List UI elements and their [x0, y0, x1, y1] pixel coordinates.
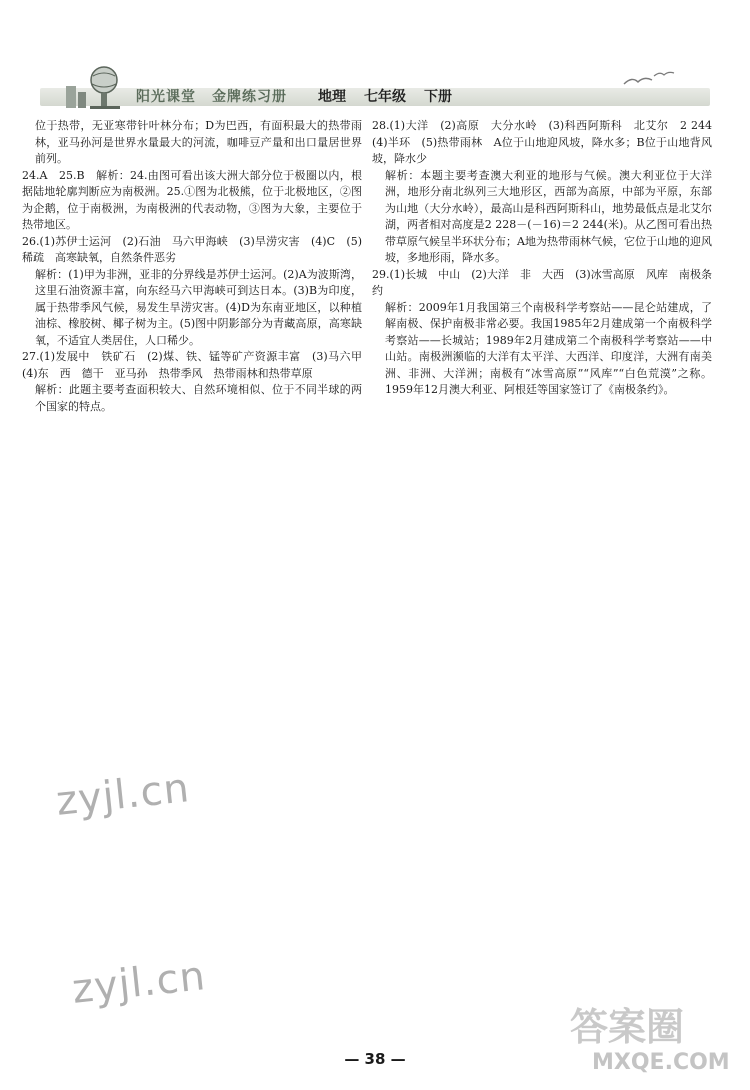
- stamp-domain: MXQE.COM: [592, 1050, 730, 1075]
- watermark-zyjl-2: zyjl.cn: [69, 953, 208, 1013]
- answer-paragraph: 解析：(1)甲为非洲，亚非的分界线是苏伊士运河。(2)A为波斯湾，这里石油资源丰富，向东经马六甲海峡可到达日本。(3)B为印度，属于热带季风气候，易发生旱涝灾害。(4)D为东南亚地区，以种植油棕、橡胶树、椰子树为主。(5)图中阴影部分为青藏高原，高寒缺氧，不适宜人类居住，人口稀少。: [35, 267, 362, 347]
- answer-paragraph: 解析：本题主要考查澳大利亚的地形与气候。澳大利亚位于大洋洲，地形分南北纵列三大地形区，西部为高原，中部为平原，东部为山地（大分水岭），最高山是科西阿斯科山，地势最低点是北艾尔湖，两者相对高度是2 228－(－16)＝2 244(米)。从乙图可看出热带草原气候呈半环状分布；A地为热带雨林气候，它位于山地的迎风坡，多地形雨，降水多。: [385, 168, 712, 264]
- answer-paragraph: 解析：2009年1月我国第三个南极科学考察站——昆仑站建成，了解南极、保护南极非常必要。我国1985年2月建成第一个南极科学考察站——长城站；1989年2月建成第二个南极科学考察站——中山站。南极洲濒临的大洋有太平洋、大西洋、印度洋，大洲有南美洲、非洲、大洋洲；南极有“冰雪高原”“风库”“白色荒漠”之称。1959年12月澳大利亚、阿根廷等国家签订了《南极条约》。: [385, 300, 712, 396]
- answer-paragraph: 27.(1)发展中 铁矿石 (2)煤、铁、锰等矿产资源丰富 (3)马六甲 (4)东 西 德干 亚马孙 热带季风 热带雨林和热带草原: [22, 350, 373, 380]
- page-number: — 38 —: [344, 1050, 406, 1068]
- header-subject: [318, 86, 452, 106]
- globe-logo-icon: [60, 62, 130, 110]
- header-brand: [136, 86, 287, 106]
- subject-label: 地理: [318, 89, 346, 105]
- answer-circle-stamp: [566, 996, 736, 1082]
- answer-paragraph: 29.(1)长城 中山 (2)大洋 非 大西 (3)冰雪高原 风库 南极条约: [372, 267, 712, 297]
- right-column: [372, 118, 723, 399]
- brand-sunshine-classroom: 阳光课堂: [136, 89, 196, 105]
- answer-paragraph: 位于热带，无亚寒带针叶林分布；D为巴西，有面积最大的热带雨林，亚马孙河是世界水量最大的河流，咖啡豆产量和出口量居世界前列。: [35, 119, 362, 165]
- left-column: [22, 118, 373, 415]
- answer-paragraph: 26.(1)苏伊士运河 (2)石油 马六甲海峡 (3)旱涝灾害 (4)C (5)稀疏 高寒缺氧，自然条件恶劣: [22, 234, 362, 264]
- answer-paragraph: 解析：此题主要考查面积较大、自然环境相似、位于不同半球的两个国家的特点。: [35, 383, 362, 413]
- grade-label: 七年级: [364, 89, 406, 105]
- volume-label: 下册: [424, 89, 452, 105]
- birds-decoration-icon: [620, 68, 680, 92]
- answer-paragraph: 28.(1)大洋 (2)高原 大分水岭 (3)科西阿斯科 北艾尔 2 244 (4)半环 (5)热带雨林 A位于山地迎风坡，降水多；B位于山地背风坡，降水少: [372, 119, 723, 165]
- brand-gold-workbook: 金牌练习册: [212, 89, 287, 105]
- page-header: [40, 58, 710, 108]
- stamp-title: 答案圈: [570, 1005, 685, 1049]
- answer-paragraph: 24.A 25.B 解析：24.由图可看出该大洲大部分位于极圈以内，根据陆地轮廓判断应为南极洲。25.①图为北极熊，位于北极地区，②图为企鹅，位于南极洲，为南极洲的代表动物，③图为大象，主要位于热带地区。: [22, 168, 362, 231]
- watermark-zyjl-1: zyjl.cn: [53, 765, 192, 825]
